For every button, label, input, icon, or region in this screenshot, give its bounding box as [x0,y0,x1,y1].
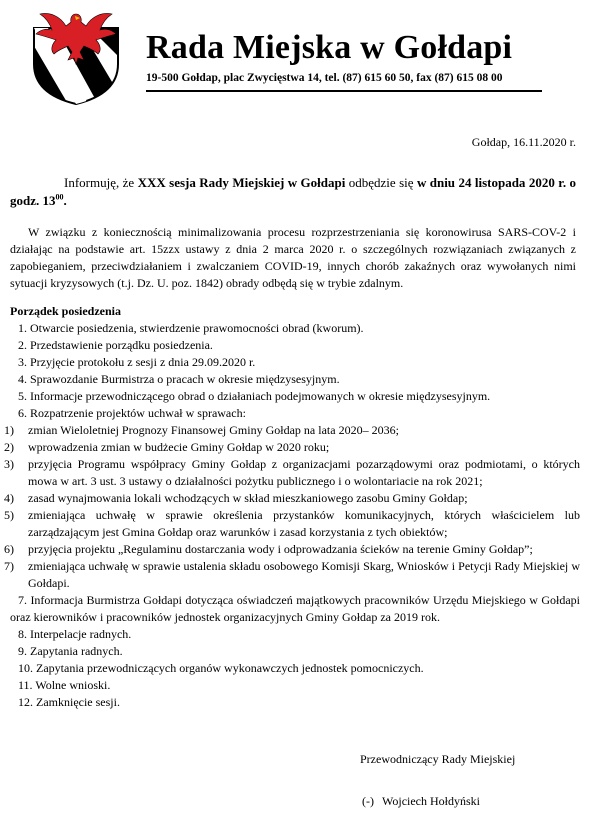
agenda-item: 10. Zapytania przewodniczących organów wykonawczych jednostek pomocniczych. [18,661,424,675]
resolution-item [0,422,590,439]
agenda-item: 1. Otwarcie posiedzenia, stwierdzenie prawomocności obrad (kworum). [18,321,364,335]
resolution-item [0,490,590,507]
resolution-text: zasad wynajmowania lokali wchodzących w skład mieszkaniowego zasobu Gminy Gołdap; [28,491,468,505]
organization-address: 19-500 Gołdap, plac Zwycięstwa 14, tel. (87) 615 60 50, fax (87) 615 08 00 [146,72,503,84]
announcement-text: Informuję, że [64,175,138,190]
signature-mark: (-) [362,794,374,808]
agenda-item: 2. Przedstawienie porządku posiedzenia. [18,338,213,352]
organization-name: Rada Miejska w Gołdapi [146,29,513,66]
resolution-item [0,541,590,558]
session-announcement [10,174,576,210]
agenda-item: 4. Sprawozdanie Burmistrza o pracach w okresie międzysesyjnym. [18,372,340,386]
signatory-title: Przewodniczący Rady Miejskiej [360,752,516,766]
document-date: Gołdap, 16.11.2020 r. [471,135,576,149]
resolution-text: zmian Wieloletniej Prognozy Finansowej Gminy Gołdap na lata 2020– 2036; [28,423,399,437]
session-time-minutes: 00 [55,192,64,202]
resolution-text: przyjęcia Programu współpracy Gminy Gołdap z organizacjami pozarządowymi oraz podmiotami, o których mowa w art. 3 ust. 3 ustawy o działalności pożytku publicznego i o wolontariacie na rok 2021; [28,457,580,488]
resolution-text: wprowadzenia zmian w budżecie Gminy Gołdap w 2020 roku; [28,440,330,454]
agenda-item: 8. Interpelacje radnych. [18,627,132,641]
resolution-number: 1) [4,423,14,437]
resolution-number: 2) [4,440,14,454]
session-name: XXX sesja Rady Miejskiej w Gołdapi [137,175,346,190]
agenda-item: 7. Informacja Burmistrza Gołdapi dotycząca oświadczeń majątkowych pracowników Urzędu Miejskiego w Gołdapi oraz kierowników i pracowników jednostek organizacyjnych Gminy Gołdap za 2019 rok. [10,593,580,624]
coat-of-arms-icon [28,6,124,106]
resolution-number: 7) [4,559,14,573]
header-divider [146,90,542,92]
resolution-text: zmieniająca uchwałę w sprawie określenia przystanków komunikacyjnych, których właścicielem lub zarządzającym jest Gmina Gołdap oraz warunków i zasad korzystania z tych obiektów; [28,508,580,539]
resolution-number: 3) [4,457,14,471]
session-datetime-text: w dniu 24 listopada 2020 r. o godz. 13 [10,175,576,208]
agenda-item: 9. Zapytania radnych. [18,644,123,658]
remote-session-notice: W związku z koniecznością minimalizowania procesu rozprzestrzeniania się koronowirusa SARS-COV-2 i działając na podstawie art. 15zzx ustawy z dnia 2 marca 2020 r. o szczególnych rozwiązaniach związanych z zapobieganiem, przeciwdziałaniem i zwalczaniem COVID-19, innych chorób zakaźnych oraz wywołanych nimi sytuacji kryzysowych (t.j. Dz. U. poz. 1842) obrady odbędą się w trybie zdalnym. [10,225,576,290]
resolution-text: przyjęcia projektu „Regulaminu dostarczania wody i odprowadzania ścieków na terenie Gminy Gołdap”; [28,542,533,556]
signature-line [362,794,480,809]
agenda-item: 5. Informacje przewodniczącego obrad o działaniach podejmowanych w okresie międzysesyjnym. [18,389,491,403]
agenda-item: 12. Zamknięcie sesji. [18,695,120,709]
resolution-number: 6) [4,542,14,556]
resolution-number: 5) [4,508,14,522]
agenda-item: 6. Rozpatrzenie projektów uchwał w sprawach: [18,406,246,420]
resolution-number: 4) [4,491,14,505]
signatory-name: Wojciech Hołdyński [382,794,481,808]
announcement-end: . [63,193,67,208]
resolution-item [0,439,590,456]
resolution-item [0,558,590,592]
agenda-item: 11. Wolne wnioski. [18,678,111,692]
resolution-text: zmieniająca uchwałę w sprawie ustalenia składu osobowego Komisji Skarg, Wniosków i Petycji Rady Miejskiej w Gołdapi. [28,559,580,590]
agenda-title: Porządek posiedzenia [10,304,121,318]
agenda-list [0,320,590,711]
resolution-item [0,507,590,541]
resolution-item [0,456,590,490]
agenda-item: 3. Przyjęcie protokołu z sesji z dnia 29.09.2020 r. [18,355,256,369]
announcement-text: odbędzie się [345,175,417,190]
